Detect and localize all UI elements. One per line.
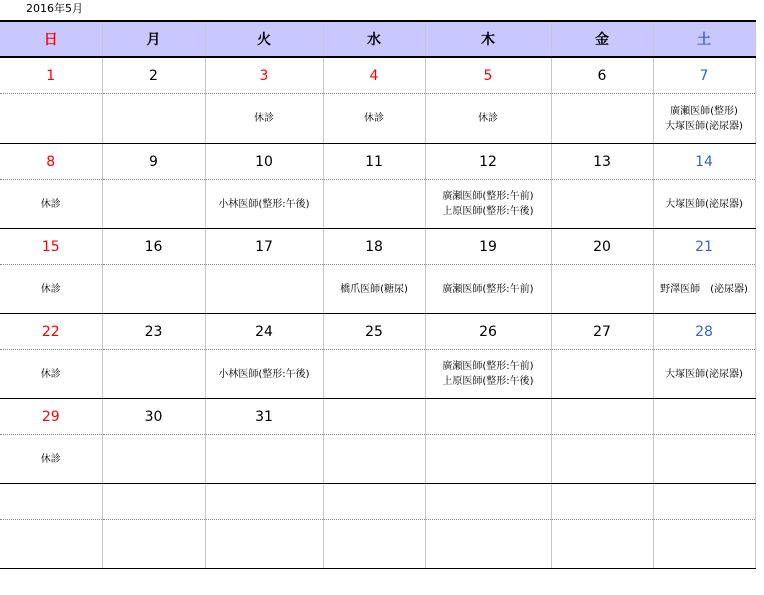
schedule-cell — [653, 520, 755, 569]
date-cell — [323, 484, 425, 520]
date-cell: 24 — [205, 314, 323, 350]
date-cell — [425, 484, 551, 520]
schedule-cell — [653, 350, 755, 399]
schedule-cell — [653, 435, 755, 484]
date-cell: 22 — [0, 314, 102, 350]
schedule-note: 廣瀬医師(整形:午前) — [442, 361, 534, 372]
date-cell — [0, 484, 102, 520]
date-cell — [653, 484, 755, 520]
date-cell: 1 — [0, 57, 102, 94]
schedule-cell — [551, 435, 653, 484]
schedule-note: 廣瀬医師(整形:午前) — [442, 283, 534, 295]
schedule-cell — [0, 180, 102, 229]
date-row — [0, 57, 755, 94]
date-cell: 7 — [653, 57, 755, 94]
date-cell: 23 — [102, 314, 205, 350]
date-cell: 17 — [205, 229, 323, 265]
schedule-note: 橋爪医師(糖尿) — [340, 283, 408, 295]
weekday-tuesday: 火 — [205, 21, 323, 57]
date-cell — [551, 399, 653, 435]
schedule-cell — [205, 435, 323, 484]
date-row — [0, 484, 755, 520]
date-cell: 2 — [102, 57, 205, 94]
weekday-header-row — [0, 21, 755, 57]
schedule-cell — [102, 265, 205, 314]
date-cell: 14 — [653, 144, 755, 180]
schedule-cell — [551, 350, 653, 399]
schedule-cell — [323, 265, 425, 314]
schedule-cell — [425, 265, 551, 314]
weekday-wednesday: 水 — [323, 21, 425, 57]
schedule-note: 休診 — [254, 113, 274, 124]
schedule-cell — [102, 180, 205, 229]
date-cell: 12 — [425, 144, 551, 180]
schedule-cell — [102, 94, 205, 144]
schedule-cell — [323, 350, 425, 399]
schedule-row — [0, 94, 755, 144]
schedule-note: 廣瀬医師(整形:午前) — [442, 191, 534, 202]
schedule-cell — [551, 520, 653, 569]
schedule-note: 大塚医師(泌尿器) — [665, 198, 743, 210]
date-cell — [425, 399, 551, 435]
date-row — [0, 229, 755, 265]
date-row — [0, 314, 755, 350]
weekday-saturday: 土 — [653, 21, 755, 57]
schedule-row — [0, 520, 755, 569]
schedule-cell — [323, 520, 425, 569]
date-cell: 26 — [425, 314, 551, 350]
date-cell: 29 — [0, 399, 102, 435]
schedule-cell — [205, 350, 323, 399]
date-cell: 9 — [102, 144, 205, 180]
schedule-cell — [425, 94, 551, 144]
schedule-cell — [102, 350, 205, 399]
date-cell: 20 — [551, 229, 653, 265]
schedule-cell — [551, 180, 653, 229]
schedule-row — [0, 350, 755, 399]
schedule-cell — [205, 265, 323, 314]
schedule-cell — [0, 520, 102, 569]
date-cell — [551, 484, 653, 520]
schedule-cell — [425, 520, 551, 569]
schedule-cell — [0, 265, 102, 314]
schedule-cell — [205, 94, 323, 144]
schedule-note: 小林医師(整形:午後) — [218, 368, 310, 380]
date-cell: 8 — [0, 144, 102, 180]
date-cell: 15 — [0, 229, 102, 265]
date-cell: 11 — [323, 144, 425, 180]
schedule-cell — [551, 265, 653, 314]
date-cell: 18 — [323, 229, 425, 265]
date-cell: 6 — [551, 57, 653, 94]
date-cell — [102, 484, 205, 520]
schedule-note: 野澤医師 (泌尿器) — [660, 283, 748, 295]
date-cell: 25 — [323, 314, 425, 350]
calendar-title: 2016年5月 — [26, 2, 83, 15]
schedule-note: 休診 — [478, 113, 498, 124]
schedule-row — [0, 265, 755, 314]
schedule-note: 廣瀬医師(整形) — [670, 105, 738, 117]
schedule-note: 休診 — [40, 283, 61, 295]
schedule-note: 上原医師(整形:午後) — [442, 376, 534, 387]
schedule-note: 上原医師(整形:午後) — [442, 206, 534, 217]
weekday-thursday: 木 — [425, 21, 551, 57]
schedule-note: 大塚医師(泌尿器) — [665, 368, 743, 380]
schedule-cell — [425, 435, 551, 484]
schedule-cell — [0, 350, 102, 399]
weekday-sunday: 日 — [0, 21, 102, 57]
schedule-cell — [653, 180, 755, 229]
schedule-note: 休診 — [40, 453, 61, 465]
date-cell: 21 — [653, 229, 755, 265]
date-cell: 3 — [205, 57, 323, 94]
date-cell: 19 — [425, 229, 551, 265]
schedule-cell — [205, 180, 323, 229]
weekday-monday: 月 — [102, 21, 205, 57]
date-cell: 5 — [425, 57, 551, 94]
date-cell: 13 — [551, 144, 653, 180]
schedule-cell — [653, 94, 755, 144]
schedule-note: 小林医師(整形:午後) — [218, 198, 310, 210]
schedule-note: 休診 — [40, 198, 61, 210]
date-row — [0, 144, 755, 180]
schedule-cell — [323, 435, 425, 484]
date-cell: 31 — [205, 399, 323, 435]
calendar-table — [0, 20, 756, 569]
date-cell: 28 — [653, 314, 755, 350]
weekday-friday: 金 — [551, 21, 653, 57]
schedule-cell — [551, 94, 653, 144]
date-cell: 10 — [205, 144, 323, 180]
schedule-cell — [653, 265, 755, 314]
date-row — [0, 399, 755, 435]
date-cell — [653, 399, 755, 435]
schedule-row — [0, 180, 755, 229]
date-cell: 30 — [102, 399, 205, 435]
date-cell — [205, 484, 323, 520]
schedule-cell — [205, 520, 323, 569]
schedule-cell — [323, 94, 425, 144]
schedule-row — [0, 435, 755, 484]
schedule-cell — [425, 180, 551, 229]
date-cell: 4 — [323, 57, 425, 94]
schedule-cell — [102, 435, 205, 484]
date-cell: 27 — [551, 314, 653, 350]
schedule-cell — [0, 435, 102, 484]
schedule-note: 大塚医師(泌尿器) — [665, 120, 743, 132]
schedule-cell — [425, 350, 551, 399]
schedule-cell — [102, 520, 205, 569]
schedule-cell — [0, 94, 102, 144]
date-cell — [323, 399, 425, 435]
schedule-note: 休診 — [40, 368, 61, 380]
schedule-cell — [323, 180, 425, 229]
schedule-note: 休診 — [364, 113, 384, 124]
date-cell: 16 — [102, 229, 205, 265]
